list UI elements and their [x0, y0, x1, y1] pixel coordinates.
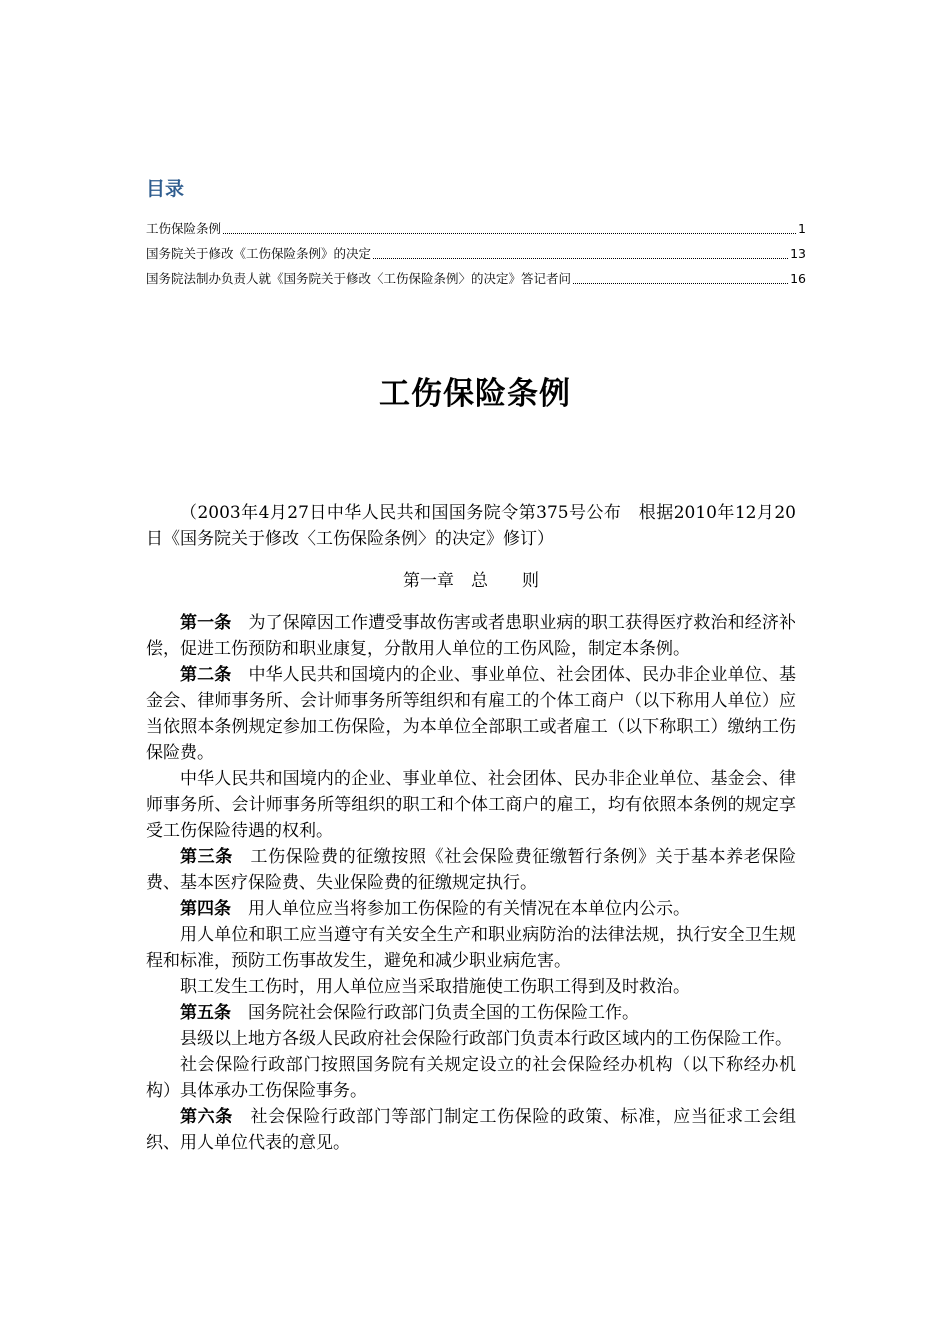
- article-text: 用人单位和职工应当遵守有关安全生产和职业病防治的法律法规，执行安全卫生规程和标准，预防工伤事故发生，避免和减少职业病危害。: [146, 925, 796, 971]
- table-of-contents: [146, 176, 806, 291]
- toc-entry-page: 16: [790, 271, 806, 286]
- toc-leader-dots: [223, 223, 796, 234]
- article-text: 职工发生工伤时，用人单位应当采取措施使工伤职工得到及时救治。: [180, 977, 690, 997]
- chapter-heading: 第一章 总 则: [403, 571, 539, 591]
- document-body: [146, 500, 796, 1156]
- toc-entry[interactable]: [146, 216, 806, 241]
- article-number: 第四条: [180, 899, 231, 919]
- article-text: 社会保险行政部门按照国务院有关规定设立的社会保险经办机构（以下称经办机构）具体承办工伤保险事务。: [146, 1055, 796, 1101]
- toc-leader-dots: [373, 248, 788, 259]
- article-paragraph: [146, 974, 796, 1000]
- article-number: 第二条: [180, 665, 232, 685]
- article-text: 中华人民共和国境内的企业、事业单位、社会团体、民办非企业单位、基金会、律师事务所、会计师事务所等组织的职工和个体工商户的雇工，均有依照本条例的规定享受工伤保险待遇的权利。: [146, 769, 796, 841]
- article-number: 第一条: [180, 613, 232, 633]
- article-paragraph: [146, 1000, 796, 1026]
- article-paragraph: [146, 844, 796, 896]
- toc-entry-page: 13: [790, 246, 806, 261]
- toc-entry[interactable]: [146, 266, 806, 291]
- document-title: 工伤保险条例: [379, 376, 571, 412]
- toc-entry-text: 国务院关于修改《工伤保险条例》的决定: [146, 246, 372, 261]
- toc-leader-dots: [573, 273, 788, 284]
- article-paragraph: [146, 1104, 796, 1156]
- article-paragraph: [146, 1052, 796, 1104]
- article-text: 为了保障因工作遭受事故伤害或者患职业病的职工获得医疗救治和经济补偿，促进工伤预防和职业康复，分散用人单位的工伤风险，制定本条例。: [146, 613, 796, 659]
- article-text: 社会保险行政部门等部门制定工伤保险的政策、标准，应当征求工会组织、用人单位代表的意见。: [146, 1107, 797, 1153]
- article-number: 第五条: [180, 1003, 231, 1023]
- article-number: 第三条: [180, 847, 233, 867]
- toc-entry-text: 国务院法制办负责人就《国务院关于修改〈工伤保险条例〉的决定》答记者问: [146, 271, 572, 286]
- article-paragraph: [146, 896, 796, 922]
- toc-entry[interactable]: [146, 241, 806, 266]
- article-text: 中华人民共和国境内的企业、事业单位、社会团体、民办非企业单位、基金会、律师事务所、会计师事务所等组织和有雇工的个体工商户（以下称用人单位）应当依照本条例规定参加工伤保险，为本单位全部职工或者雇工（以下称职工）缴纳工伤保险费。: [146, 665, 796, 763]
- article-list: [146, 610, 796, 1156]
- toc-entry-text: 工伤保险条例: [146, 221, 222, 236]
- article-text: 县级以上地方各级人民政府社会保险行政部门负责本行政区域内的工伤保险工作。: [180, 1029, 792, 1049]
- toc-title: 目录: [146, 178, 185, 200]
- article-text: 国务院社会保险行政部门负责全国的工伤保险工作。: [248, 1003, 639, 1023]
- article-number: 第六条: [180, 1107, 233, 1127]
- article-paragraph: [146, 610, 796, 662]
- article-text: 工伤保险费的征缴按照《社会保险费征缴暂行条例》关于基本养老保险费、基本医疗保险费、失业保险费的征缴规定执行。: [146, 847, 797, 893]
- toc-entry-page: 1: [798, 221, 806, 236]
- source-note: （2003年4月27日中华人民共和国国务院令第375号公布 根据2010年12月20日《国务院关于修改〈工伤保险条例〉的决定》修订）: [146, 503, 796, 549]
- article-paragraph: [146, 1026, 796, 1052]
- article-paragraph: [146, 766, 796, 844]
- article-paragraph: [146, 922, 796, 974]
- article-paragraph: [146, 662, 796, 766]
- article-text: 用人单位应当将参加工伤保险的有关情况在本单位内公示。: [248, 899, 690, 919]
